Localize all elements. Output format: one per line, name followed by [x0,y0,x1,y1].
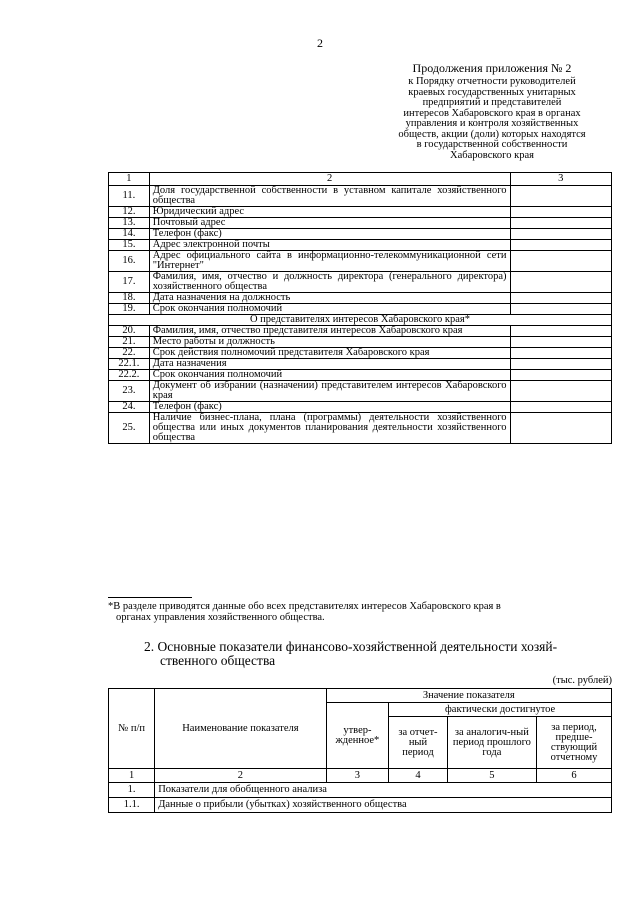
header-line: предприятий и представителей [422,97,562,108]
appendix-title: Продолжения приложения № 2 [412,61,572,75]
row-text: Показатели для обобщенного анализа [155,783,612,798]
column-number: 4 [389,769,448,783]
row-number: 15. [109,240,150,251]
row-number: 14. [109,229,150,240]
column-number: 3 [326,769,389,783]
row-text: Дата назначения [149,359,510,370]
table-row [109,251,612,272]
row-value-cell [510,413,611,444]
header-line: Хабаровского края [450,149,534,161]
header-line: к Порядку отчетности руководителей [408,76,576,87]
header-line: краевых государственных унитарных [408,86,576,98]
table-row [109,207,612,218]
row-number: 22.1. [109,359,150,370]
row-number: 22.2. [109,370,150,381]
table-row [109,240,612,251]
table-row [109,337,612,348]
header-name: Наименование показателя [155,689,326,769]
row-text: Место работы и должность [149,337,510,348]
row-value-cell [510,186,611,207]
row-value-cell [510,337,611,348]
row-number: 23. [109,381,150,402]
row-text: Телефон (факс) [149,229,510,240]
row-number: 12. [109,207,150,218]
table-row [109,272,612,293]
table-row [109,293,612,304]
table-row [109,304,612,315]
section-title [144,640,614,668]
table-row [109,783,612,798]
row-number: 25. [109,413,150,444]
header-line: обществ, акции (доли) которых находятся [398,128,586,140]
row-value-cell [510,218,611,229]
row-number: 20. [109,326,150,337]
table-row [109,218,612,229]
row-text: Срок окончания полномочий [149,370,510,381]
row-value-cell [510,402,611,413]
row-number: 16. [109,251,150,272]
column-number: 2 [155,769,326,783]
footnote-line: органах управления хозяйственного общества. [116,612,325,623]
column-number: 3 [510,173,611,186]
table-row [109,381,612,402]
header-line: в государственной собственности [416,139,568,150]
page-number: 2 [317,36,323,50]
column-numbers-row [109,769,612,783]
table-row [109,326,612,337]
column-number: 1 [109,173,150,186]
row-text: Почтовый адрес [149,218,510,229]
table-header-row [109,173,612,186]
unit-label: (тыс. рублей) [552,675,612,686]
row-value-cell [510,326,611,337]
table-row [109,348,612,359]
row-value-cell [510,229,611,240]
row-number: 11. [109,186,150,207]
table-row [109,370,612,381]
column-number: 1 [109,769,155,783]
row-value-cell [510,381,611,402]
table-row [109,798,612,813]
footnote [108,601,613,623]
row-text: Наличие бизнес-плана, плана (программы) деятельности хозяйственного общества или иных документов планирования деятельности хозяйственного общества [149,413,510,444]
section-heading: О представителях интересов Хабаровского края* [109,315,612,326]
row-number: 22. [109,348,150,359]
row-text: Адрес электронной почты [149,240,510,251]
indicators-table [108,688,612,813]
row-text: Срок окончания полномочий [149,304,510,315]
table-row [109,402,612,413]
appendix-header [370,62,614,161]
header-actual: фактически достигнутое [389,703,612,717]
section-row [109,315,612,326]
footnote-separator [108,597,192,598]
header-report-period: за отчет-ный период [389,717,448,769]
row-value-cell [510,370,611,381]
row-value-cell [510,359,611,370]
row-number: 13. [109,218,150,229]
row-text: Срок действия полномочий представителя Хабаровского края [149,348,510,359]
table-row [109,229,612,240]
row-number: 1. [109,783,155,798]
table-row [109,186,612,207]
column-number: 6 [537,769,612,783]
row-text: Фамилия, имя, отчество и должность директора (генерального директора) хозяйственного общества [149,272,510,293]
row-text: Юридический адрес [149,207,510,218]
company-info-table [108,172,612,444]
row-text: Адрес официального сайта в информационно-телекоммуникационной сети "Интернет" [149,251,510,272]
column-number: 2 [149,173,510,186]
row-number: 19. [109,304,150,315]
header-line: управления и контроля хозяйственных [405,118,579,129]
row-value-cell [510,251,611,272]
row-number: 17. [109,272,150,293]
row-number: 18. [109,293,150,304]
row-text: Фамилия, имя, отчество представителя интересов Хабаровского края [149,326,510,337]
row-value-cell [510,272,611,293]
row-value-cell [510,207,611,218]
row-value-cell [510,240,611,251]
row-number: 1.1. [109,798,155,813]
row-value-cell [510,348,611,359]
row-number: 21. [109,337,150,348]
row-text: Документ об избрании (назначении) представителем интересов Хабаровского края [149,381,510,402]
table-row [109,413,612,444]
column-number: 5 [447,769,536,783]
header-preceding-period: за период, предше-ствующий отчетному [537,717,612,769]
row-text: Дата назначения на должность [149,293,510,304]
row-value-cell [510,304,611,315]
table-row [109,359,612,370]
header-line: интересов Хабаровского края в органах [403,107,581,119]
header-approved: утвер-жденное* [326,703,389,769]
header-value: Значение показателя [326,689,611,703]
row-text: Доля государственной собственности в уставном капитале хозяйственного общества [149,186,510,207]
row-text: Данные о прибыли (убытках) хозяйственного общества [155,798,612,813]
footnote-line: *В разделе приводятся данные обо всех представителях интересов Хабаровского края в [108,601,501,612]
row-value-cell [510,293,611,304]
header-prev-period: за аналогич-ный период прошлого года [447,717,536,769]
row-text: Телефон (факс) [149,402,510,413]
section-title-line: 2. Основные показатели финансово-хозяйственной деятельности хозяй- [144,639,558,654]
section-title-line: ственного общества [160,653,276,668]
header-num: № п/п [109,689,155,769]
row-number: 24. [109,402,150,413]
